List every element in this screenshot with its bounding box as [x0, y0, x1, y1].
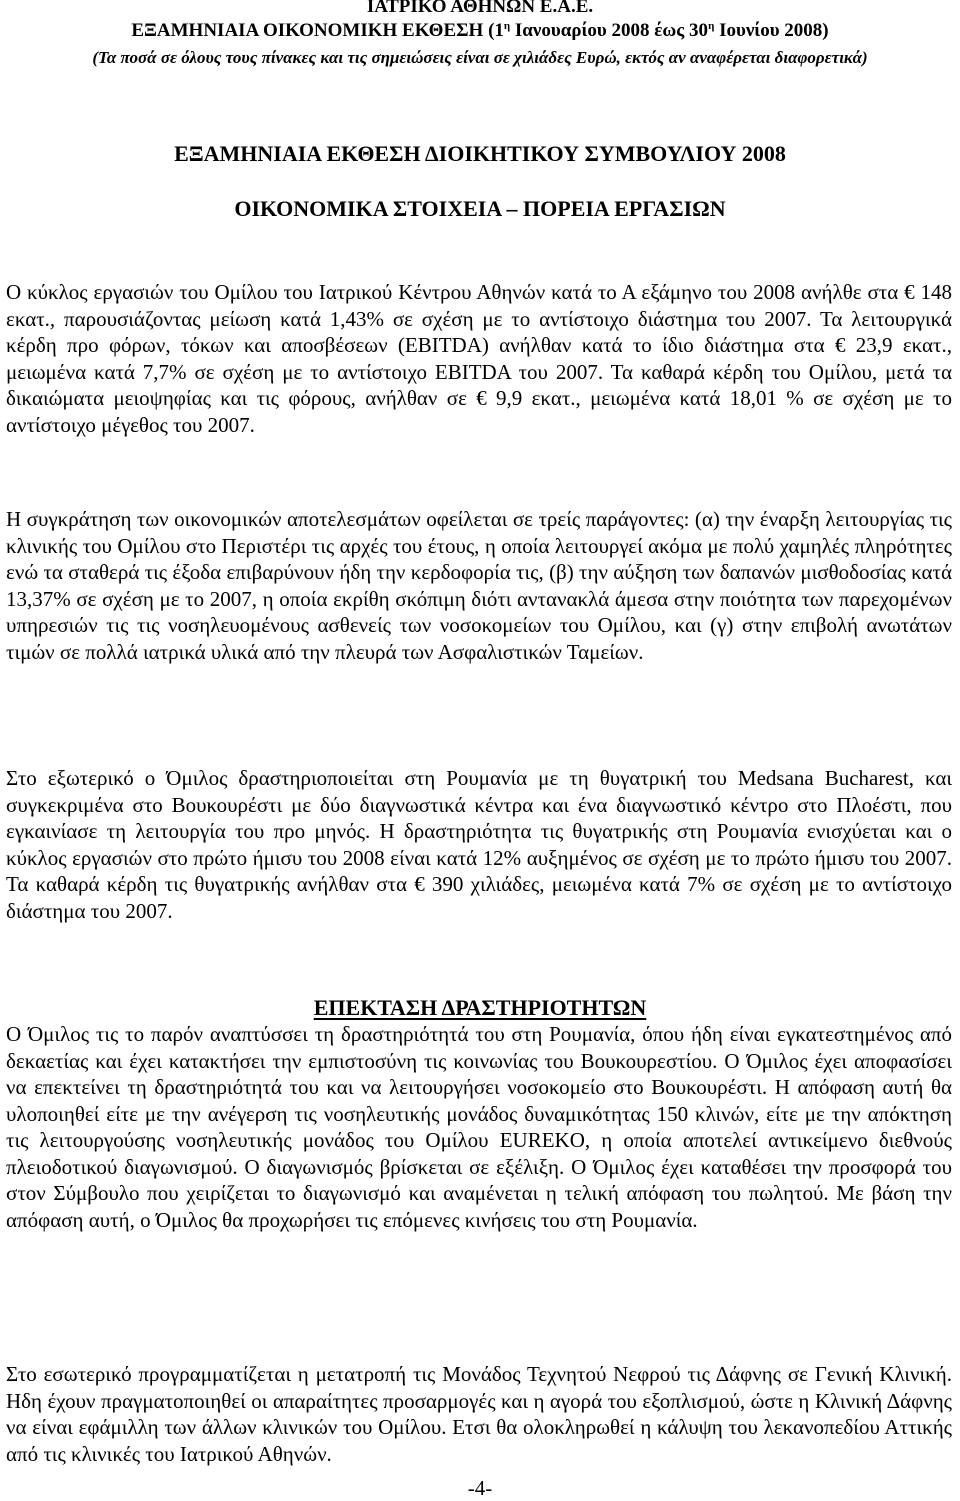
ordinal-superscript-1: η [503, 20, 511, 32]
report-title-end: Ιουνίου 2008) [714, 20, 829, 41]
company-name: ΙΑΤΡΙΚΟ ΑΘΗΝΩΝ Ε.Α.Ε. [366, 0, 594, 17]
report-title-line [0, 18, 960, 44]
section-title-financials: ΟΙΚΟΝΟΜΙΚΑ ΣΤΟΙΧΕΙΑ – ΠΟΡΕΙΑ ΕΡΓΑΣΙΩΝ [234, 196, 726, 221]
currency-note: (Τα ποσά σε όλους τους πίνακες και τις σημειώσεις είναι σε χιλιάδες Ευρώ, εκτός αν αναφέρεται διαφορετικά) [92, 48, 868, 67]
ordinal-superscript-2: η [708, 20, 715, 32]
report-title-middle: Ιανουαρίου 2008 έως 30 [510, 20, 709, 41]
main-title: ΕΞΑΜΗΝΙΑΙΑ ΕΚΘΕΣΗ ΔΙΟΙΚΗΤΙΚΟΥ ΣΥΜΒΟΥΛΙΟΥ 2008 [174, 141, 786, 166]
paragraph-domestic: Στο εσωτερικό προγραμματίζεται η μετατροπή τις Μονάδος Τεχνητού Νεφρού τις Δάφνης σε Γενική Κλινική. Ηδη έχουν πραγματοποιηθεί οι απαραίτητες προσαρμογές και η αγορά του εξοπλισμού, ώστε η Κλινική Δάφνης να είναι εφάμιλλη των άλλων κλινικών του Ομίλου. Ετσι θα ολοκληρωθεί η κάλυψη του λεκανοπεδίου Αττικής από τις κλινικές του Ιατρικού Αθηνών. [6, 1362, 952, 1466]
page-number: -4- [467, 1476, 493, 1500]
report-title-start: ΕΞΑΜΗΝΙΑΙΑ ΟΙΚΟΝΟΜΙΚΗ ΕΚΘΕΣΗ (1 [131, 20, 504, 41]
paragraph-romania: Στο εξωτερικό ο Όμιλος δραστηριοποιείται στη Ρουμανία με τη θυγατρική του Medsana Bucharest, και συγκεκριμένα στο Βουκουρέστι με δύο διαγνωστικά κέντρα και ένα διαγνωστικό κέντρο στο Πλοέστι, που εγκαινίασε τη λειτουργία του προ μηνός. Η δραστηριότητα τις θυγατρικής στη Ρουμανία ενισχύεται και ο κύκλος εργασιών στο πρώτο ήμισυ του 2008 είναι κατά 12% αυξημένος σε σχέση με το πρώτο ήμισυ του 2007. Τα καθαρά κέρδη τις θυγατρικής ανήλθαν στα € 390 χιλιάδες, μειωμένα κατά 7% σε σχέση με το αντίστοιχο διάστημα του 2007. [6, 766, 952, 923]
section-title-expansion: ΕΠΕΚΤΑΣΗ ΔΡΑΣΤΗΡΙΟΤΗΤΩΝ [313, 995, 647, 1020]
paragraph-expansion: Ο Όμιλος τις το παρόν αναπτύσσει τη δραστηριότητά του στη Ρουμανία, όπου ήδη είναι εγκατεστημένος από δεκαετίας και έχει κατακτήσει την εμπιστοσύνη τις κοινωνίας του Βουκουρεστίου. Ο Όμιλος έχει αποφασίσει να επεκτείνει τη δραστηριότητά του και να λειτουργήσει νοσοκομείο στο Βουκουρέστι. Η απόφαση αυτή θα υλοποιηθεί είτε με την ανέγερση τις νοσηλευτικής μονάδος δυναμικότητας 150 κλινών, είτε με την απόκτηση τις λειτουργούσης νοσηλευτικής μονάδος του Ομίλου EUREKO, η οποία αποτελεί αντικείμενο διεθνούς πλειοδοτικού διαγωνισμού. Ο διαγωνισμός βρίσκεται σε εξέλιξη. Ο Όμιλος έχει καταθέσει την προσφορά του στον Σύμβουλο που χειρίζεται το διαγωνισμό και αναμένεται η τελική απόφαση του πωλητού. Με βάση την απόφαση αυτή, ο Όμιλος θα προχωρήσει τις επόμενες κινήσεις του στη Ρουμανία. [6, 1022, 952, 1232]
paragraph-factors: Η συγκράτηση των οικονομικών αποτελεσμάτων οφείλεται σε τρείς παράγοντες: (α) την έναρξη λειτουργίας τις κλινικής του Ομίλου στο Περιστέρι τις αρχές του έτους, η οποία λειτουργεί ακόμα με πολύ χαμηλές πληρότητες ενώ τα σταθερά τις έξοδα επιβαρύνουν ήδη την κερδοφορία τις, (β) την αύξηση των δαπανών μισθοδοσίας κατά 13,37% σε σχέση με το 2007, η οποία εκρίθη σκόπιμη διότι αντανακλά άμεσα στην ποιότητα των παρεχομένων υπηρεσιών τις τις νοσηλευομένους ασθενείς των νοσοκομείων του Ομίλου, και (γ) στην επιβολή ανωτάτων τιμών σε πολλά ιατρικά υλικά από την πλευρά των Ασφαλιστικών Ταμείων. [6, 507, 952, 664]
paragraph-revenue: Ο κύκλος εργασιών του Ομίλου του Ιατρικού Κέντρου Αθηνών κατά το Α εξάμηνο του 2008 ανήλθε στα € 148 εκατ., παρουσιάζοντας μείωση κατά 1,43% σε σχέση με το αντίστοιχο διάστημα του 2007. Τα λειτουργικά κέρδη προ φόρων, τόκων και αποσβέσεων (EBITDA) ανήλθαν κατά το ίδιο διάστημα στα € 23,9 εκατ., μειωμένα κατά 7,7% σε σχέση με το αντίστοιχο EBITDA του 2007. Τα καθαρά κέρδη του Ομίλου, μετά τα δικαιώματα μειοψηφίας και τις φόρους, ανήλθαν σε € 9,9 εκατ., μειωμένα κατά 18,01 % σε σχέση με το αντίστοιχο μέγεθος του 2007. [6, 280, 952, 437]
